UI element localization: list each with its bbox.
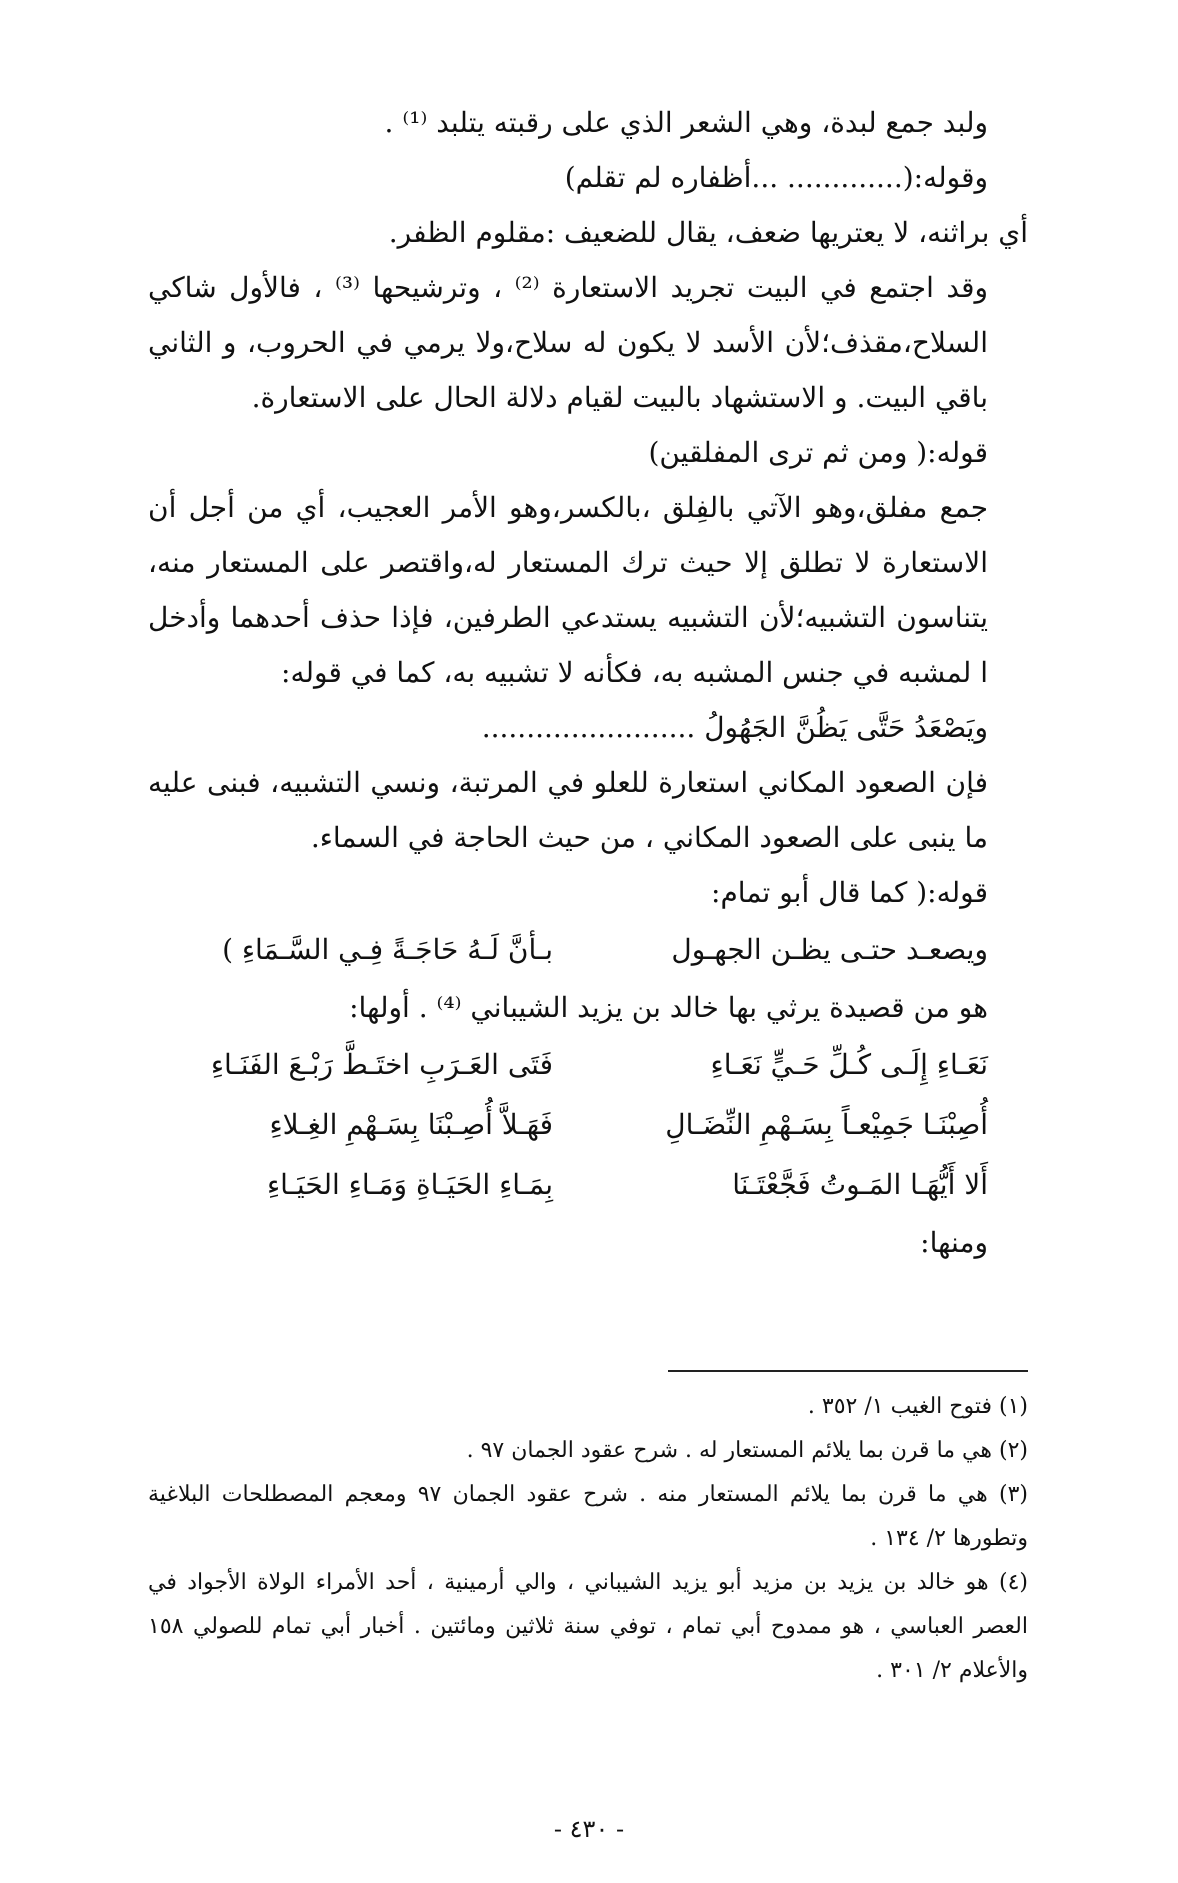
text-line-1: ولبد جمع لبدة، وهي الشعر الذي على رقبته يتلبد ⁽¹⁾ .: [384, 106, 988, 139]
text-paragraph-mufliq: جمع مفلق،وهو الآتي بالفِلق ،بالكسر،وهو الأمر العجيب، أي من أجل أن الاستعارة لا تطلق إلا حيث ترك المستعار له،واقتصر على المستعار منه، يتناسون التشبيه؛لأن التشبيه يستدعي الطرفين، فإذا حذف أحدهما وأدخل ا لمشبه في جنس المشبه به، فكأنه لا تشبيه به، كما في قوله:: [148, 491, 988, 689]
footnote-2: (٢) هي ما قرن بما يلائم المستعار له . شرح عقود الجمان ٩٧ .: [466, 1438, 1028, 1463]
text-line-3: أي براثنه، لا يعتريها ضعف، يقال للضعيف :مقلوم الظفر.: [388, 216, 1028, 249]
verse-second-hemistich: بـأنَّ لَـهُ حَاجَـةً فِـي السَّـمَاءِ ): [222, 933, 553, 966]
poem-line-3-first: أَلا أَيُّهَـا المَـوتُ فَجَّعْتَـنَا: [732, 1168, 988, 1201]
poem-line-1-second: فَتَى العَـرَبِ اختَـطَّ رَبْـعَ الفَنَـاءِ: [210, 1048, 553, 1081]
verse-first-hemistich: ويصعـد حتـى يظـن الجهـول: [671, 933, 988, 966]
poem-line-2-first: أُصِبْنَـا جَمِيْعـاً بِسَـهْمِ النِّضَـالِ: [665, 1108, 988, 1141]
text-line-abu-tammam: قوله:( كما قال أبو تمام:: [711, 876, 988, 909]
poem-line-2: [148, 1095, 1028, 1155]
poem-line-1-first: نَعَـاءِ إِلَـى كُـلِّ حَـيٍّ نَعَـاءِ: [710, 1048, 988, 1081]
poem-line-3: [148, 1155, 1028, 1215]
text-line-quote: قوله:( ومن ثم ترى المفلقين): [648, 436, 988, 469]
text-line-2: وقوله:(............. ...أظفاره لم تقلم): [564, 161, 988, 194]
footnote-4: (٤) هو خالد بن يزيد بن مزيد أبو يزيد الشيباني ، والي أرمينية ، أحد الأمراء الولاة الأجواد في العصر العباسي ، هو ممدوح أبي تمام ، توفي سنة ثلاثين ومائتين . أخبار أبي تمام للصولي ١٥٨ والأعلام ٢/ ٣٠١ .: [148, 1570, 1028, 1683]
text-paragraph-metaphor: وقد اجتمع في البيت تجريد الاستعارة ⁽²⁾ ، وترشيحها ⁽³⁾ ، فالأول شاكي السلاح،مقذف؛لأن الأسد لا يكون له سلاح،ولا يرمي في الحروب، و الثاني باقي البيت. و الاستشهاد بالبيت لقيام دلالة الحال على الاستعارة.: [148, 271, 988, 414]
footnote-1: (١) فتوح الغيب ١/ ٣٥٢ .: [807, 1394, 1028, 1419]
text-verse-fragment: ويَصْعَدُ حَتَّى يَظُنَّ الجَهُولُ ........................: [481, 711, 988, 744]
footnote-3: (٣) هي ما قرن بما يلائم المستعار منه . شرح عقود الجمان ٩٧ ومعجم المصطلحات البلاغية وتطورها ٢/ ١٣٤ .: [148, 1482, 1028, 1551]
main-text: [148, 95, 1028, 1270]
text-paragraph-ascent: فإن الصعود المكاني استعارة للعلو في المرتبة، ونسي التشبيه، فبنى عليه ما ينبى على الصعود المكاني ، من حيث الحاجة في السماء.: [148, 766, 988, 854]
verse-abu-tammam: [148, 920, 1028, 980]
page-number: - ٤٣٠ -: [553, 1815, 625, 1843]
text-line-elegy: هو من قصيدة يرثي بها خالد بن يزيد الشيباني ⁽⁴⁾ . أولها:: [349, 991, 988, 1024]
poem-line-3-second: بِمَـاءِ الحَيَـاةِ وَمَـاءِ الحَيَـاءِ: [267, 1168, 553, 1201]
footnote-divider: [668, 1370, 1028, 1372]
poem-line-2-second: فَهَـلاَّ أُصِـبْنَا بِسَـهْمِ الغِـلاءِ: [269, 1108, 553, 1141]
poem-line-1: [148, 1035, 1028, 1095]
text-line-closing: ومنها:: [920, 1226, 988, 1259]
footnotes: [148, 1385, 1028, 1693]
